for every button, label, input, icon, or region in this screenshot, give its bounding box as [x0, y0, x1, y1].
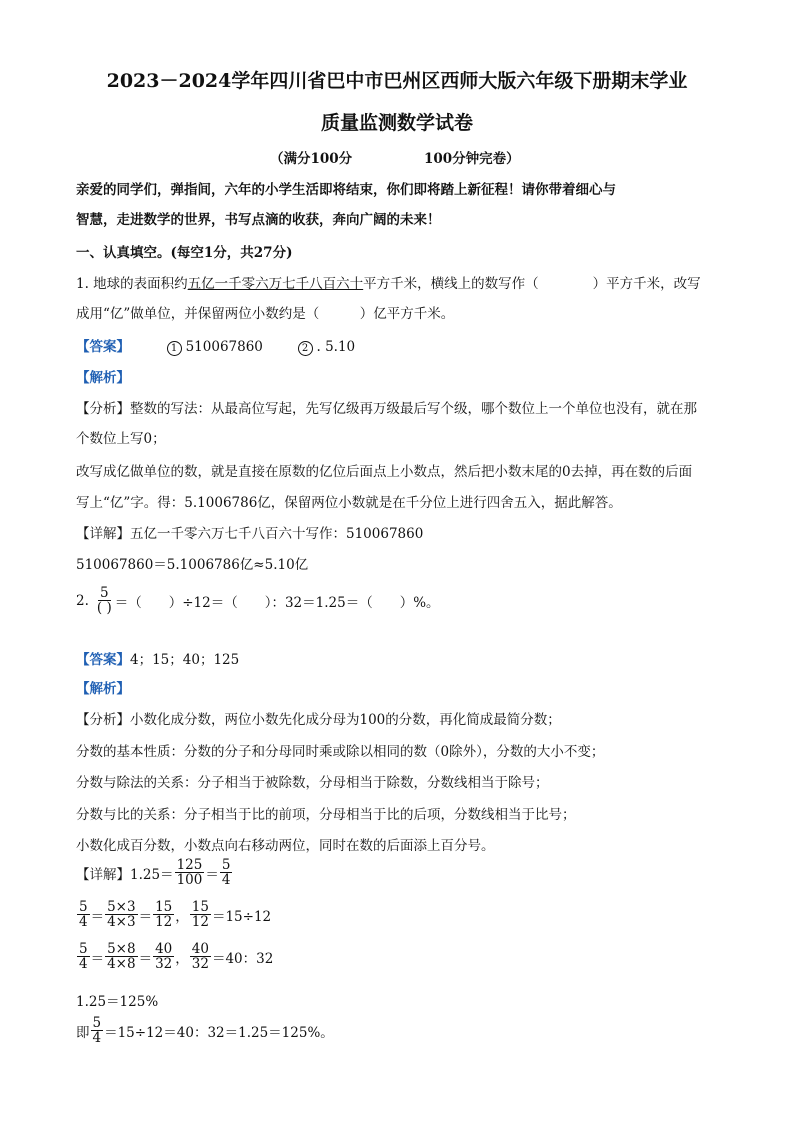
q2-analysis-1 [76, 708, 561, 728]
frac-num: 5×3 [107, 899, 136, 915]
detail-head: 【详解】 [76, 866, 130, 883]
exam-title-line1: 2023－2024学年四川省巴中市巴州区西师大版六年级下册期末学业 [106, 70, 688, 92]
q2-frac-num: 5 [100, 585, 109, 601]
q2-d5-tail: ＝15÷12＝40：32＝1.25＝125%。 [104, 1024, 334, 1041]
fraction [153, 900, 174, 929]
frac-den: 4 [92, 1030, 102, 1047]
intro-line1: 亲爱的同学们，弹指间，六年的小学生活即将结束，你们即将踏上新征程！请你带着细心与 [76, 182, 616, 198]
q2-frac-den: ( ) [96, 600, 112, 617]
frac-num: 5 [221, 857, 231, 873]
q1-analysis-4: 写上“亿”字。得：5.1006786亿，保留两位小数就是在千分位上进行四舍五入，据此解答。 [76, 495, 622, 511]
q2-detail-3 [76, 942, 273, 971]
fraction [77, 900, 90, 929]
q1-rest: 平方千米，横线上的数写作（ ）平方千米，改写 [363, 276, 701, 292]
circle-2-icon: 2 [298, 341, 313, 356]
q2-number: 2. [76, 592, 89, 609]
q2-analysis-label: 【解析】 [76, 681, 130, 697]
q2-d1-text: 1.25＝ [130, 866, 174, 883]
frac-den: 4 [79, 914, 88, 931]
frac-num: 5 [79, 941, 88, 957]
subtitle-score: （满分100分 [270, 151, 353, 167]
q1-underlined-number: 五亿一千零六万七千八百六十 [187, 276, 364, 292]
q2-d2-tail: ＝15÷12 [211, 908, 272, 925]
frac-den: 100 [176, 872, 203, 889]
detail-head: 【详解】 [76, 526, 130, 542]
frac-den: 4×3 [107, 914, 136, 931]
fraction [77, 942, 90, 971]
frac-num: 40 [155, 941, 173, 957]
frac-den: 12 [155, 914, 173, 931]
frac-num: 5×8 [107, 941, 136, 957]
fraction [91, 1016, 104, 1045]
equals: ＝ [138, 950, 153, 967]
q2-detail-2 [76, 900, 271, 929]
q1-answer [76, 335, 355, 356]
frac-num: 15 [155, 899, 173, 915]
q1-line2: 成用“亿”做单位，并保留两位小数约是（ ）亿平方千米。 [76, 306, 455, 322]
frac-num: 5 [92, 1015, 102, 1031]
q2-analysis-5: 小数化成百分数，小数点向右移动两位，同时在数的后面添上百分号。 [76, 838, 495, 854]
answer-label: 【答案】 [76, 339, 130, 355]
frac-den: 4 [79, 956, 88, 973]
frac-den: 4 [221, 872, 231, 889]
frac-num: 15 [191, 899, 209, 915]
q1-prefix: 1. 地球的表面积约 [76, 276, 188, 292]
q2-detail-1 [76, 858, 233, 887]
q2-analysis-2: 分数的基本性质：分数的分子和分母同时乘或除以相同的数（0除外），分数的大小不变； [76, 744, 605, 760]
fraction [105, 942, 138, 971]
separator: ， [175, 950, 189, 967]
answer-label: 【答案】 [76, 652, 130, 668]
q2-detail-5 [76, 1016, 334, 1045]
equals: ＝ [90, 908, 105, 925]
frac-den: 32 [191, 956, 209, 973]
frac-den: 12 [191, 914, 209, 931]
q1-detail-2: 510067860＝5.1006786亿≈5.10亿 [76, 557, 309, 573]
analysis-head: 【分析】 [76, 712, 130, 728]
fraction [153, 942, 174, 971]
frac-num: 125 [176, 857, 203, 873]
intro-line2: 智慧，走进数学的世界，书写点滴的收获，奔向广阔的未来！ [76, 212, 441, 228]
subtitle-time: 100分钟完卷） [424, 151, 520, 167]
q1-analysis-1 [76, 397, 697, 417]
q1-analysis-text-1: 整数的写法：从最高位写起，先写亿级再万级最后写个级，哪个数位上一个单位也没有，就在那 [130, 401, 697, 417]
q2-answer-text: 4；15；40；125 [130, 652, 240, 668]
q1-detail-1 [76, 522, 423, 542]
q1-analysis-2: 个数位上写0； [76, 431, 166, 447]
exam-title-line2: 质量监测数学试卷 [320, 112, 473, 134]
q2-analysis-4: 分数与比的关系：分子相当于比的前项，分母相当于比的后项，分数线相当于比号； [76, 807, 576, 823]
equals: ＝ [205, 866, 219, 883]
q2-question [76, 586, 440, 615]
fraction [175, 858, 205, 887]
equals: ＝ [90, 950, 105, 967]
q1-answer-2: . 5.10 [316, 339, 356, 355]
frac-num: 40 [191, 941, 209, 957]
circle-1-icon: 1 [167, 341, 182, 356]
q2-d3-tail: ＝40：32 [211, 950, 274, 967]
fraction [190, 900, 211, 929]
q1-line1 [76, 272, 701, 292]
q2-rest: ＝（ ）÷12＝（ ）：32＝1.25＝（ ）%。 [114, 594, 440, 611]
q2-fraction [95, 586, 114, 615]
q2-analysis-text-1: 小数化成分数，两位小数先化成分母为100的分数，再化简成最简分数； [130, 712, 561, 728]
fraction [190, 942, 211, 971]
frac-num: 5 [79, 899, 88, 915]
q1-answer-1: 510067860 [185, 339, 263, 355]
q2-detail-4: 1.25＝125% [76, 994, 159, 1010]
analysis-head: 【分析】 [76, 401, 130, 417]
equals: ＝ [138, 908, 153, 925]
q2-d5-pre: 即 [76, 1024, 90, 1041]
frac-den: 4×8 [107, 956, 136, 973]
fraction [105, 900, 138, 929]
q1-analysis-label: 【解析】 [76, 370, 130, 386]
separator: ， [175, 908, 189, 925]
q1-detail-text-1: 五亿一千零六万七千八百六十写作：510067860 [130, 526, 424, 542]
fraction [220, 858, 233, 887]
q2-answer [76, 648, 239, 668]
q1-analysis-3: 改写成亿做单位的数，就是直接在原数的亿位后面点上小数点，然后把小数末尾的0去掉，再在数的后面 [76, 464, 693, 480]
frac-den: 32 [155, 956, 173, 973]
section-heading: 一、认真填空。(每空1分，共27分) [76, 245, 293, 261]
q2-analysis-3: 分数与除法的关系：分子相当于被除数，分母相当于除数，分数线相当于除号； [76, 775, 549, 791]
